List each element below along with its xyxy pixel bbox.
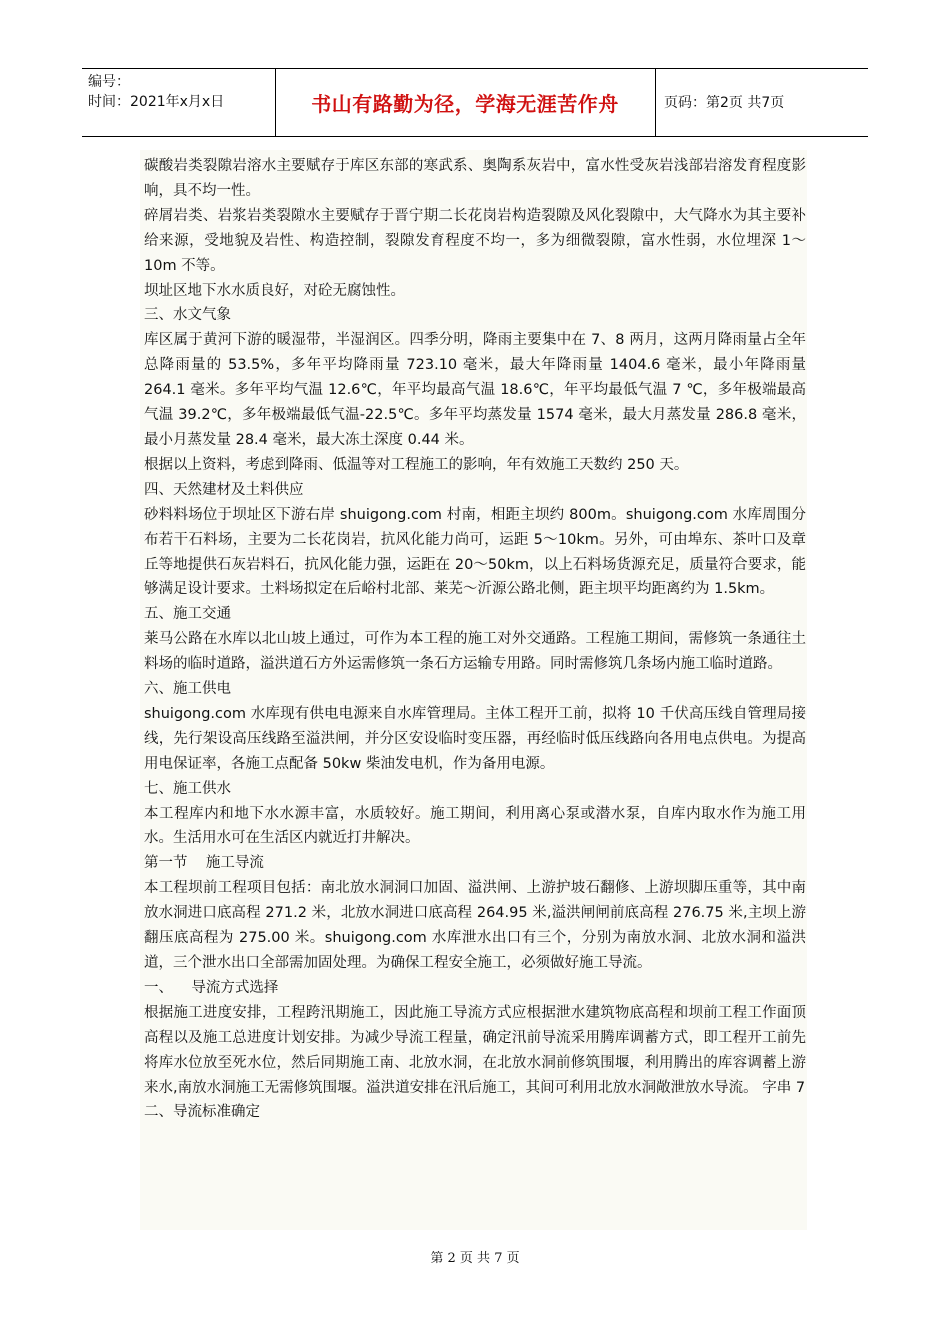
section-heading: 七、施工供水 [144,780,231,797]
header-bottom-rule [82,136,868,137]
paragraph: 本工程库内和地下水水源丰富，水质较好。施工期间，利用离心泵或潜水泵，自库内取水作为施工用水。生活用水可在生活区内就近打井解决。 [144,805,806,847]
paragraph: 根据以上资料，考虑到降雨、低温等对工程施工的影响，年有效施工天数约 250 天。 [144,456,689,473]
section-heading: 第一节 施工导流 [144,855,264,872]
section-heading: 四、天然建材及土料供应 [144,481,304,498]
page-footer: 第 2 页 共 7 页 [430,1251,520,1266]
document-number-label: 编号： [88,74,130,90]
header-motto: 书山有路勤为径，学海无涯苦作舟 [311,91,619,116]
paragraph: 碎屑岩类、岩浆岩类裂隙水主要赋存于晋宁期二长花岗岩构造裂隙及风化裂隙中，大气降水为其主要补给来源，受地貌及岩性、构造控制，裂隙发育程度不均一，多为细微裂隙，富水性弱，水位埋深 1～10m 不等。 [144,207,806,274]
document-body [144,154,806,1125]
paragraph: 坝址区地下水水质良好，对砼无腐蚀性。 [144,282,405,299]
section-heading: 六、施工供电 [144,681,231,698]
section-heading: 二、导流标准确定 [144,1104,260,1121]
paragraph: shuigong.com 水库现有供电电源来自水库管理局。主体工程开工前，拟将 10 千伏高压线自管理局接线，先行架设高压线路至溢洪闸，并分区安设临时变压器，再经临时低压线路向各用电点供电。为提高用电保证率，各施工点配备 50kw 柴油发电机，作为备用电源。 [144,705,806,772]
section-heading: 三、水文气象 [144,307,231,324]
paragraph: 莱马公路在水库以北山坡上通过，可作为本工程的施工对外交通路。工程施工期间，需修筑一条通往土料场的临时道路，溢洪道石方外运需修筑一条石方运输专用路。同时需修筑几条场内施工临时道路。 [144,631,806,673]
paragraph: 砂料料场位于坝址区下游右岸 shuigong.com 村南，相距主坝约 800m。shuigong.com 水库周围分布若干石料场，主要为二长花岗岩，抗风化能力尚可，运距 5～10km。另外，可由埠东、茶叶口及章丘等地提供石灰岩料石，抗风化能力强，运距在 20～50km，以上石料场货源充足，质量符合要求，能够满足设计要求。土料场拟定在后峪村北部、莱芜～沂源公路北侧，距主坝平均距离约为 1.5km。 [144,506,806,598]
paragraph: 库区属于黄河下游的暖湿带，半湿润区。四季分明，降雨主要集中在 7、8 两月，这两月降雨量占全年总降雨量的 53.5%，多年平均降雨量 723.10 毫米，最大年降雨量 1404.6 毫米，最小年降雨量 264.1 毫米。多年平均气温 12.6℃，年平均最高气温 18.6℃，年平均最低气温 7 ℃，多年极端最高气温 39.2℃，多年极端最低气温-22.5℃。多年平均蒸发量 1574 毫米，最大月蒸发量 286.8 毫米，最小月蒸发量 28.4 毫米，最大冻土深度 0.44 米。 [144,332,806,448]
paragraph: 本工程坝前工程项目包括：南北放水洞洞口加固、溢洪闸、上游护坡石翻修、上游坝脚压重等，其中南放水洞进口底高程 271.2 米，北放水洞进口底高程 264.95 米,溢洪闸闸前底高程 276.75 米,主坝上游翻压底高程为 275.00 米。shuigong.com 水库泄水出口有三个，分别为南放水洞、北放水洞和溢洪道，三个泄水出口全部需加固处理。为确保工程安全施工，必须做好施工导流。 [144,880,806,971]
header-page-count: 页码：第2页 共7页 [664,95,785,111]
paragraph: 根据施工进度安排，工程跨汛期施工，因此施工导流方式应根据泄水建筑物底高程和坝前工程工作面顶高程以及施工总进度计划安排。为减少导流工程量，确定汛前导流采用腾库调蓄方式，即工程开工前先将库水位放至死水位，然后同期施工南、北放水洞，在北放水洞前修筑围堰，利用腾出的库容调蓄上游来水,南放水洞施工无需修筑围堰。溢洪道安排在汛后施工，其间可利用北放水洞敞泄放水导流。 字串 7 [144,1004,806,1096]
section-heading: 五、施工交通 [144,606,231,623]
paragraph: 碳酸岩类裂隙岩溶水主要赋存于库区东部的寒武系、奥陶系灰岩中，富水性受灰岩浅部岩溶发育程度影响，具不均一性。 [144,158,806,199]
document-date: 时间：2021年x月x日 [88,94,225,110]
section-heading: 一、 导流方式选择 [144,979,279,996]
header-meta [88,72,224,112]
header-divider-right [655,68,656,136]
